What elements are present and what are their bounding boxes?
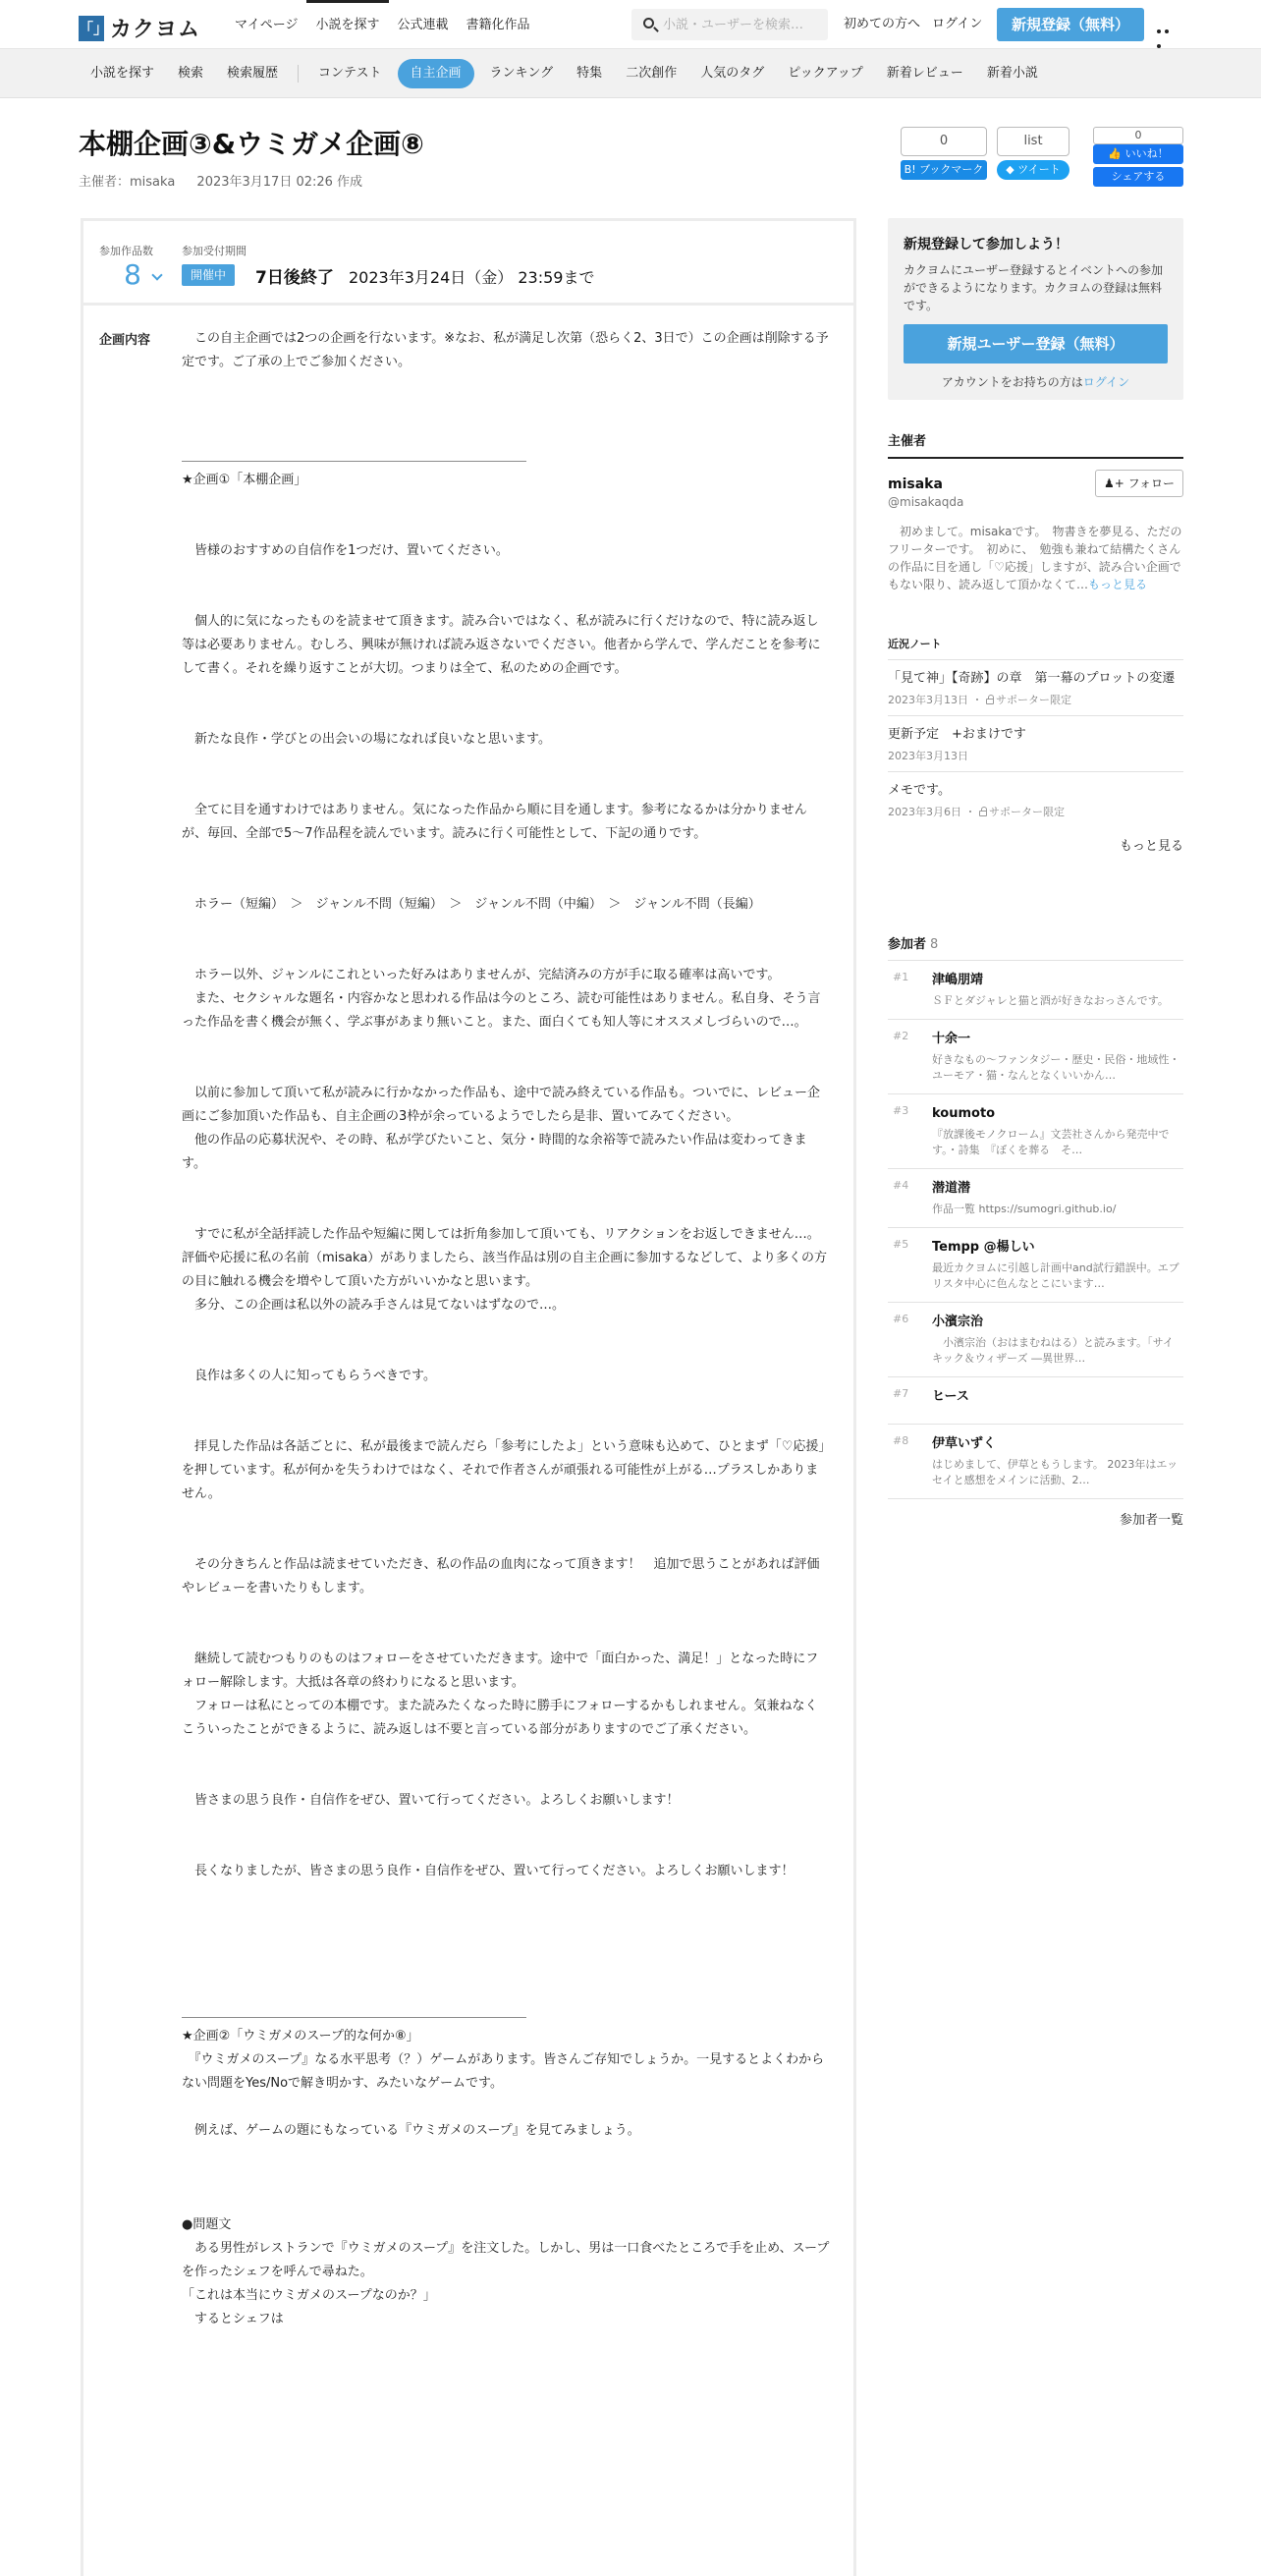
content-paragraph bbox=[182, 704, 830, 728]
content-paragraph: 『ウミガメのスープ』なる水平思考（？）ゲームがあります。皆さんご存知でしょうか。一見するとよくわからない問題をYes/Noで解き明かす、みたいなゲームです。 bbox=[182, 2052, 825, 2091]
participants-list bbox=[888, 960, 1183, 1499]
content-paragraph: その分きちんと作品は読ませていただき、私の作品の血肉になって頂きます！ 追加で思うことがあれば評価やレビューを書いたりもします。 bbox=[182, 1557, 820, 1596]
status-badge: 開催中 bbox=[182, 264, 235, 286]
nav-mypage[interactable]: マイページ bbox=[235, 18, 299, 32]
search-box bbox=[631, 9, 828, 40]
search-input[interactable] bbox=[663, 9, 820, 40]
nav-divider bbox=[298, 65, 299, 83]
subnav-popular-tags[interactable]: 人気のタグ bbox=[700, 66, 765, 81]
content-paragraph bbox=[182, 492, 830, 516]
event-card bbox=[81, 218, 856, 2576]
participant-item[interactable] bbox=[888, 961, 1183, 1020]
content-paragraph bbox=[182, 1176, 830, 1200]
global-header bbox=[0, 0, 1261, 49]
content-paragraph bbox=[182, 1813, 830, 1836]
note-meta bbox=[888, 748, 1183, 763]
content-paragraph bbox=[182, 1317, 830, 1341]
created-date: 2023年3月17日 02:26 作成 bbox=[196, 175, 363, 190]
tweet-label: ツイート bbox=[1017, 163, 1061, 176]
content-paragraph bbox=[182, 869, 830, 893]
content-paragraph bbox=[182, 2143, 830, 2166]
secondary-nav bbox=[0, 49, 1261, 98]
facebook-widget[interactable] bbox=[1093, 127, 1183, 187]
deadline-text: 2023年3月24日（金） 23:59まで bbox=[349, 268, 595, 287]
follow-label: フォロー bbox=[1127, 476, 1176, 490]
participant-number: #8 bbox=[893, 1434, 909, 1447]
content-paragraph: 例えば、ゲームの題にもなっている『ウミガメのスープ』を見てみましょう。 bbox=[182, 2123, 640, 2138]
signup-text: カクヨムにユーザー登録するとイベントへの参加ができるようになります。カクヨムの登録は無料です。 bbox=[904, 263, 1164, 312]
participant-number: #1 bbox=[893, 971, 909, 983]
hatena-bookmark-button[interactable]: B! ブックマーク bbox=[901, 160, 987, 180]
organizer-name[interactable]: misaka bbox=[888, 476, 943, 492]
note-tag: サポーター限定 bbox=[989, 806, 1065, 818]
subnav-search-history[interactable]: 検索履歴 bbox=[227, 66, 279, 81]
tweet-button[interactable] bbox=[997, 160, 1069, 180]
participant-item[interactable] bbox=[888, 1169, 1183, 1228]
entry-count-label: 参加作品数 bbox=[99, 245, 153, 257]
login-link[interactable]: ログイン bbox=[932, 17, 983, 31]
content-paragraph bbox=[182, 1883, 830, 1907]
tweet-widget[interactable] bbox=[997, 127, 1069, 180]
note-meta: 2023年3月6日 ・ サポーター限定 bbox=[888, 806, 1065, 818]
content-paragraph bbox=[182, 1978, 830, 2001]
participant-item[interactable] bbox=[888, 1094, 1183, 1169]
content-paragraph: するとシェフは bbox=[182, 2312, 284, 2326]
register-button[interactable]: 新規登録（無料） bbox=[997, 8, 1144, 41]
content-paragraph bbox=[182, 1624, 830, 1648]
content-paragraph bbox=[182, 516, 830, 539]
note-item[interactable] bbox=[888, 715, 1183, 771]
login-prefix: アカウントをお持ちの方は bbox=[941, 375, 1083, 389]
subnav-ranking[interactable]: ランキング bbox=[489, 66, 554, 81]
content-paragraph: 多分、この企画は私以外の読み手さんは見てないはずなので…。 bbox=[182, 1298, 566, 1313]
subnav-new-reviews[interactable]: 新着レビュー bbox=[886, 66, 963, 81]
content-paragraph: 個人的に気になったものを読ませて頂きます。読み合いではなく、私が読みに行くだけなので、特に読み返し等は必要ありません。むしろ、興味が無ければ読み返さないでください。他者から学んで、学んだことを参考にして書く。それを繰り返すことが大切。つまりは全て、私のための企画です。 bbox=[182, 614, 821, 676]
participant-desc: ＳＦとダジャレと猫と酒が好きなおっさんです。 bbox=[932, 994, 1169, 1007]
content-paragraph bbox=[182, 398, 830, 421]
note-title: メモです。 bbox=[888, 783, 951, 798]
participant-desc: 好きなもの～ファンタジー・歴史・民俗・地域性・ユーモア・猫・なんとなくいいかん… bbox=[932, 1053, 1180, 1082]
note-meta: 2023年3月13日 ・ サポーター限定 bbox=[888, 694, 1071, 706]
event-status-bar bbox=[83, 221, 853, 306]
header-nav bbox=[226, 0, 539, 49]
content-paragraph bbox=[182, 2190, 830, 2213]
content-paragraph bbox=[182, 2166, 830, 2190]
search-icon[interactable] bbox=[643, 18, 654, 28]
participant-name[interactable]: 十余一 bbox=[932, 1032, 971, 1046]
note-item[interactable] bbox=[888, 659, 1183, 715]
content-paragraph bbox=[182, 1931, 830, 1954]
participant-number: #6 bbox=[893, 1313, 909, 1325]
content-paragraph: 新たな良作・学びとの出会いの場になれば良いなと思います。 bbox=[182, 732, 551, 747]
signup-button[interactable]: 新規ユーザー登録（無料） bbox=[904, 324, 1168, 364]
content-paragraph bbox=[182, 1506, 830, 1530]
subnav-pickup[interactable]: ピックアップ bbox=[788, 66, 863, 81]
content-paragraph: フォローは私にとっての本棚です。また読みたくなった時に勝手にフォローするかもしれません。気兼ねなくこういったことができるように、読み返しは不要と言っている部分がありますのでご了承ください。 bbox=[182, 1699, 818, 1737]
note-title: 更新予定 +おまけです bbox=[888, 727, 1026, 742]
organizer-intro bbox=[888, 523, 1183, 593]
content-paragraph: 拝見した作品は各話ごとに、私が最後まで読んだら「参考にしたよ」という意味も込めて、ひとまず「♡応援」を押しています。私が何かを失うわけではなく、それで作者さんが頑張れる可能性が上がる…プラスしかありません。 bbox=[182, 1439, 825, 1501]
twitter-bird-icon: ◆ bbox=[1006, 163, 1018, 176]
content-paragraph bbox=[182, 1058, 830, 1082]
participant-name[interactable]: 小濱宗治 bbox=[932, 1315, 984, 1329]
note-date: 2023年3月13日 bbox=[888, 694, 968, 706]
participant-desc: 作品一覧 https://sumogri.github.io/ bbox=[932, 1203, 1117, 1215]
content-paragraph bbox=[182, 587, 830, 610]
participant-desc: 『放課後モノクローム』文芸社さんから発売中です。・詩集 『ぼくを葬る そ… bbox=[932, 1128, 1170, 1156]
remaining-days: 7日後終了 bbox=[255, 268, 334, 288]
content-paragraph: 以前に参加して頂いて私が読みに行かなかった作品も、途中で読み終えている作品も。ついでに、レビュー企画にご参加頂いた作品も、自主企画の3枠が余っているようでしたら是非、置いてみてください。 bbox=[182, 1086, 821, 1124]
participant-number: #7 bbox=[893, 1387, 909, 1400]
more-menu-icon[interactable] bbox=[1157, 23, 1179, 28]
note-date: 2023年3月6日 bbox=[888, 806, 961, 818]
first-time-link[interactable]: 初めての方へ bbox=[844, 17, 921, 31]
fb-like-button[interactable] bbox=[1093, 144, 1183, 164]
subnav-fan-fiction[interactable]: 二次創作 bbox=[626, 66, 678, 81]
site-logo[interactable] bbox=[79, 13, 200, 43]
participant-item[interactable] bbox=[888, 1228, 1183, 1303]
note-tag: サポーター限定 bbox=[996, 694, 1071, 706]
content-paragraph: 他の作品の応募状況や、その時、私が学びたいこと、気分・時間的な余裕等で読みたい作品は変わってきます。 bbox=[182, 1133, 807, 1171]
content-label: 企画内容 bbox=[99, 333, 151, 348]
content-paragraph: すでに私が全話拝読した作品や短編に関しては折角参加して頂いても、リアクションをお返しできません…。評価や応援に私の名前（misaka）がありましたら、該当作品は別の自主企画に参加するなどして、より多くの方の目に触れる機会を増やして頂いた方がいいかなと思います。 bbox=[182, 1227, 828, 1289]
all-participants-link[interactable]: 参加者一覧 bbox=[1119, 1513, 1183, 1528]
organizer-intro-text: 初めまして。misakaです。 物書きを夢見る、ただのフリーターです。 初めに、 勉強も兼ねて結構たくさんの作品に目を通し「♡応援」しますが、読み合い企画でもない限り、読み返して頂かなくて… bbox=[888, 525, 1182, 591]
content-paragraph bbox=[182, 1836, 830, 1860]
lock-icon bbox=[986, 699, 994, 704]
hatena-bookmark-widget[interactable] bbox=[901, 127, 987, 180]
divider bbox=[888, 457, 1183, 459]
follow-button[interactable] bbox=[1095, 470, 1183, 497]
entry-count[interactable]: 8 bbox=[111, 258, 154, 291]
participant-desc: はじめまして、伊草ともうします。 2023年はエッセイと感想をメインに活動、2… bbox=[932, 1458, 1179, 1486]
content-paragraph: ある男性がレストランで『ウミガメのスープ』を注文した。しかし、男は一口食べたところで手を止め、スープを作ったシェフを呼んで尋ねた。 bbox=[182, 2241, 830, 2279]
content-paragraph: ★企画①「本棚企画」 bbox=[182, 473, 307, 487]
event-description bbox=[182, 327, 830, 2331]
content-paragraph bbox=[182, 1412, 830, 1435]
content-paragraph: ＿＿＿＿＿＿＿＿＿＿＿＿＿＿＿＿＿＿＿＿＿＿＿＿＿＿＿ bbox=[182, 2005, 527, 2020]
subnav-features[interactable]: 特集 bbox=[576, 66, 603, 81]
content-paragraph bbox=[182, 917, 830, 940]
nav-find-novels[interactable]: 小説を探す bbox=[306, 0, 388, 49]
content-paragraph bbox=[182, 1341, 830, 1365]
content-paragraph bbox=[182, 940, 830, 964]
content-paragraph: 全てに目を通すわけではありません。気になった作品から順に目を通します。参考になるかは分かりませんが、毎回、全部で5～7作品程を読んでいます。読みに行く可能性として、下記の通りです。 bbox=[182, 803, 807, 841]
signup-panel bbox=[888, 218, 1183, 400]
content-paragraph bbox=[182, 1954, 830, 1978]
participant-number: #5 bbox=[893, 1238, 909, 1251]
content-paragraph: ＿＿＿＿＿＿＿＿＿＿＿＿＿＿＿＿＿＿＿＿＿＿＿＿＿＿＿ bbox=[182, 449, 527, 464]
participant-name[interactable]: koumoto bbox=[932, 1106, 996, 1121]
content-paragraph bbox=[182, 775, 830, 799]
organizer-text: 主催者：misaka bbox=[79, 175, 176, 190]
fb-like-label: いいね！ bbox=[1124, 147, 1169, 160]
hatena-count: 0 bbox=[901, 127, 987, 156]
participants-count: 8 bbox=[930, 937, 939, 952]
participant-name[interactable]: Tempp @楊しい bbox=[932, 1240, 1035, 1255]
participant-desc: 小濱宗治（おはまむねはる）と読みます。「サイキック＆ウィザーズ ―異世界… bbox=[932, 1336, 1174, 1365]
content-paragraph bbox=[182, 1200, 830, 1223]
logo-mark: 「」 bbox=[79, 16, 104, 41]
list-button[interactable]: list bbox=[997, 127, 1069, 156]
note-item[interactable] bbox=[888, 771, 1183, 827]
content-paragraph: ★企画②「ウミガメのスープ的な何か⑧」 bbox=[182, 2029, 419, 2044]
participant-name[interactable]: 伊草いずく bbox=[932, 1436, 997, 1451]
content-paragraph: この自主企画では2つの企画を行ないます。※なお、私が満足し次第（恐らく2、3日で）この企画は削除する予定です。ご了承の上でご参加ください。 bbox=[182, 331, 829, 369]
fb-share-button[interactable]: シェアする bbox=[1093, 167, 1183, 187]
content-paragraph: また、セクシャルな題名・内容かなと思われる作品は今のところ、読む可能性はありません。私自身、そう言った作品を書く機会が無く、学ぶ事があまり無いこと。また、面白くても知人等にオススメしづらいので…。 bbox=[182, 991, 821, 1030]
participant-item[interactable] bbox=[888, 1425, 1183, 1499]
organizer-section bbox=[888, 430, 1183, 593]
content-paragraph: ホラー以外、ジャンルにこれといった好みはありませんが、完結済みの方が手に取る確率は高いです。 bbox=[182, 968, 781, 982]
content-paragraph: 「これは本当にウミガメのスープなのか？」 bbox=[182, 2288, 436, 2303]
content-paragraph bbox=[182, 1600, 830, 1624]
content-paragraph: ●問題文 bbox=[182, 2217, 232, 2232]
note-title: 「見て神」【奇跡】の章 第一幕のプロットの変遷 bbox=[888, 671, 1176, 686]
organizer-heading: 主催者 bbox=[888, 434, 927, 449]
subnav-user-events[interactable]: 自主企画 bbox=[398, 59, 474, 88]
content-paragraph bbox=[182, 1530, 830, 1553]
user-plus-icon: ♟+ bbox=[1103, 476, 1128, 490]
participant-number: #3 bbox=[893, 1104, 909, 1117]
content-paragraph: ホラー（短編） ＞ ジャンル不問（短編） ＞ ジャンル不問（中編） ＞ ジャンル不問（長編） bbox=[182, 897, 761, 912]
participant-number: #2 bbox=[893, 1030, 909, 1042]
page-meta bbox=[79, 171, 380, 190]
nav-official-serial[interactable]: 公式連載 bbox=[397, 18, 449, 32]
participants-heading-text: 参加者 bbox=[888, 937, 927, 952]
recent-notes-heading: 近況ノート bbox=[888, 638, 942, 650]
organizer-more-link[interactable]: もっと見る bbox=[1088, 578, 1148, 591]
signup-title: 新規登録して参加しよう！ bbox=[904, 237, 1069, 252]
participant-name[interactable]: 潜道潜 bbox=[932, 1181, 971, 1196]
content-paragraph bbox=[182, 563, 830, 587]
thumbs-up-icon: 👍 bbox=[1108, 147, 1125, 160]
participants-heading bbox=[888, 933, 1183, 952]
content-paragraph bbox=[182, 421, 830, 445]
content-paragraph: 継続して読むつもりのものはフォローをさせていただきます。途中で「面白かった、満足！」となった時にフォロー解除します。大抵は各章の終わりになると思います。 bbox=[182, 1652, 819, 1690]
content-paragraph: 皆さまの思う良作・自信作をぜひ、置いて行ってください。よろしくお願いします！ bbox=[182, 1793, 680, 1808]
content-paragraph: 良作は多くの人に知ってもらうべきです。 bbox=[182, 1369, 436, 1383]
subnav-contest[interactable]: コンテスト bbox=[318, 66, 382, 81]
participants-section bbox=[888, 933, 1183, 1528]
content-paragraph bbox=[182, 681, 830, 704]
participant-desc: 最近カクヨムに引越し計画中and試行錯誤中。エブリスタ中心に色んなとこにいます… bbox=[932, 1261, 1179, 1290]
content-paragraph bbox=[182, 1907, 830, 1931]
note-date: 2023年3月13日 bbox=[888, 750, 968, 762]
subnav-find-novels[interactable]: 小説を探す bbox=[90, 66, 155, 81]
period-label: 参加受付期間 bbox=[182, 245, 247, 257]
organizer-id: @misakaqda bbox=[888, 495, 964, 509]
content-paragraph bbox=[182, 1765, 830, 1789]
content-paragraph bbox=[182, 374, 830, 398]
content-paragraph bbox=[182, 1388, 830, 1412]
fb-count: 0 bbox=[1093, 127, 1183, 144]
subnav-search[interactable]: 検索 bbox=[178, 66, 204, 81]
content-paragraph: 皆様のおすすめの自信作を1つだけ、置いてください。 bbox=[182, 543, 509, 558]
participant-name[interactable]: ヒース bbox=[932, 1389, 969, 1404]
content-paragraph bbox=[182, 752, 830, 775]
participant-number: #4 bbox=[893, 1179, 909, 1192]
signup-login-link[interactable]: ログイン bbox=[1082, 375, 1130, 389]
content-paragraph bbox=[182, 2096, 830, 2119]
content-paragraph bbox=[182, 1035, 830, 1058]
notes-more-link[interactable]: もっと見る bbox=[1119, 839, 1183, 854]
page-title: 本棚企画③&ウミガメ企画⑧ bbox=[79, 128, 424, 160]
recent-notes-section bbox=[888, 636, 1183, 854]
signup-login-line bbox=[904, 373, 1168, 390]
content-paragraph bbox=[182, 1742, 830, 1765]
recent-notes-list bbox=[888, 659, 1183, 827]
participant-item[interactable] bbox=[888, 1020, 1183, 1094]
participant-item[interactable] bbox=[888, 1303, 1183, 1377]
logo-text: カクヨム bbox=[110, 18, 201, 42]
lock-icon bbox=[979, 811, 987, 816]
content-paragraph bbox=[182, 846, 830, 869]
subnav-new-novels[interactable]: 新着小説 bbox=[986, 66, 1038, 81]
participant-name[interactable]: 津嶋朋靖 bbox=[932, 973, 984, 987]
nav-published-works[interactable]: 書籍化作品 bbox=[466, 18, 530, 32]
participant-item[interactable] bbox=[888, 1377, 1183, 1425]
content-paragraph: 長くなりましたが、皆さまの思う良作・自信作をぜひ、置いて行ってください。よろしくお願いします！ bbox=[182, 1864, 795, 1878]
